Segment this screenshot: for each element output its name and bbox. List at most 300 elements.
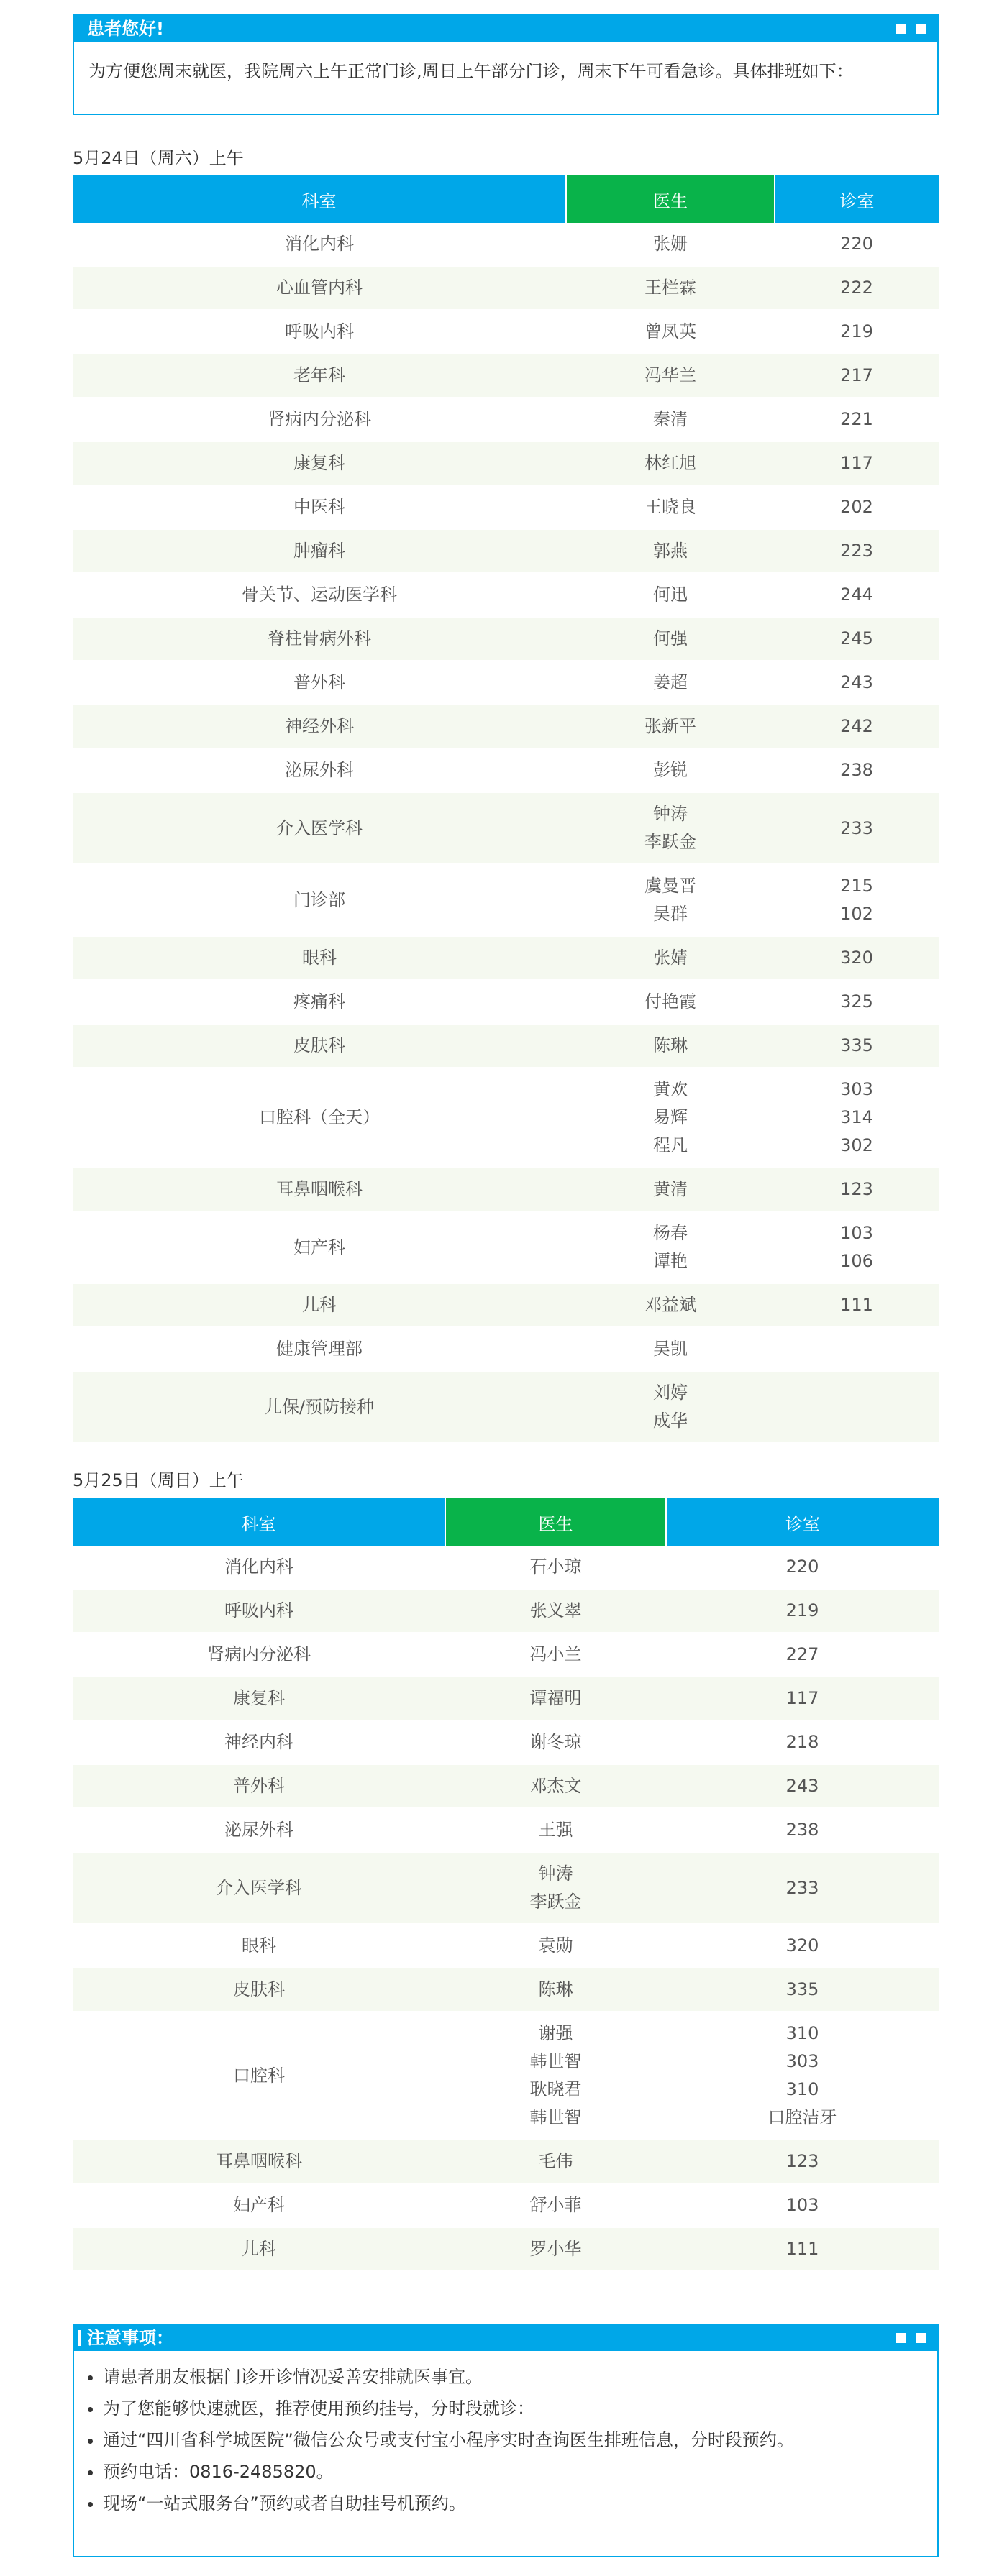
doctor-cell xyxy=(566,1024,775,1068)
table-row xyxy=(73,748,939,792)
dept-name: 口腔科（全天） xyxy=(259,1107,380,1127)
doctor-name: 谭艳 xyxy=(653,1251,688,1271)
doctor-name: 黄欢 xyxy=(653,1079,688,1099)
dept-cell xyxy=(73,1327,566,1371)
greeting-header xyxy=(74,16,937,42)
room-number: 310 xyxy=(785,2079,819,2099)
table-row xyxy=(73,1589,939,1633)
doctor-cell xyxy=(566,864,775,936)
doctor-name: 韩世智 xyxy=(529,2107,582,2127)
dept-name: 口腔科 xyxy=(233,2065,285,2086)
dept-name: 皮肤科 xyxy=(233,1979,285,1999)
saturday-title: 5月24日（周六）上午 xyxy=(73,148,244,168)
dept-name: 儿科 xyxy=(242,2239,276,2259)
dept-cell xyxy=(73,1371,566,1443)
room-number: 202 xyxy=(840,497,873,517)
dept-cell xyxy=(73,2140,445,2183)
sunday-header-row xyxy=(73,1498,939,1546)
room-number: 123 xyxy=(785,2151,819,2171)
room-cell xyxy=(775,705,939,748)
doctor-name: 罗小华 xyxy=(529,2239,582,2259)
doctor-name: 吴凯 xyxy=(653,1339,688,1359)
header-dept: 科室 xyxy=(73,1498,445,1546)
doctor-name: 程凡 xyxy=(653,1135,688,1155)
dept-cell xyxy=(73,617,566,661)
dept-cell xyxy=(73,936,566,980)
square-icon xyxy=(896,24,906,34)
room-number: 320 xyxy=(840,948,873,968)
doctor-cell xyxy=(566,573,775,617)
room-number: 335 xyxy=(840,1035,873,1055)
dept-cell xyxy=(73,1633,445,1677)
doctor-name: 何迅 xyxy=(653,585,688,605)
doctor-cell xyxy=(566,398,775,441)
room-number: 335 xyxy=(785,1979,819,1999)
table-row xyxy=(73,980,939,1024)
table-row xyxy=(73,485,939,529)
room-number: 302 xyxy=(840,1135,873,1155)
room-number: 215 xyxy=(840,876,873,896)
room-number: 223 xyxy=(840,541,873,561)
room-cell xyxy=(775,617,939,661)
doctor-name: 成华 xyxy=(653,1411,688,1431)
room-cell xyxy=(775,485,939,529)
greeting-text: 为方便您周末就医，我院周六上午正常门诊,周日上午部分门诊，周末下午可看急诊。具体排班如下： xyxy=(88,61,854,81)
room-cell xyxy=(775,1024,939,1068)
dept-cell xyxy=(73,661,566,705)
doctor-name: 冯小兰 xyxy=(529,1644,582,1664)
dept-name: 呼吸内科 xyxy=(224,1600,293,1621)
room-number: 221 xyxy=(840,409,873,429)
doctor-cell xyxy=(445,1720,666,1764)
doctor-name: 谭福明 xyxy=(529,1688,582,1708)
doctor-cell xyxy=(445,1764,666,1808)
room-cell xyxy=(775,1371,939,1443)
room-cell xyxy=(666,1924,939,1968)
room-number: 106 xyxy=(840,1251,873,1271)
room-number: 303 xyxy=(785,2051,819,2071)
notes-item: • 预约电话：0816-2485820。 xyxy=(103,2456,937,2488)
sunday-title: 5月25日（周日）上午 xyxy=(73,1470,244,1490)
doctor-name: 谢强 xyxy=(538,2023,573,2043)
dept-name: 儿保/预防接种 xyxy=(264,1396,375,1417)
table-row xyxy=(73,2012,939,2140)
accent-bar xyxy=(78,2330,81,2346)
dept-cell xyxy=(73,1852,445,1924)
dept-name: 疼痛科 xyxy=(293,991,345,1012)
dept-name: 介入医学科 xyxy=(216,1877,302,1898)
room-number: 242 xyxy=(840,716,873,736)
doctor-cell xyxy=(445,1808,666,1852)
doctor-name: 张婧 xyxy=(653,948,688,968)
table-row xyxy=(73,354,939,398)
room-cell xyxy=(775,529,939,573)
dept-cell xyxy=(73,529,566,573)
room-number: 233 xyxy=(785,1877,819,1898)
table-row xyxy=(73,1168,939,1211)
doctor-name: 秦清 xyxy=(653,409,688,429)
dept-name: 健康管理部 xyxy=(276,1339,363,1359)
doctor-name: 付艳霞 xyxy=(644,991,696,1012)
doctor-name: 姜超 xyxy=(653,672,688,692)
dept-cell xyxy=(73,864,566,936)
room-cell xyxy=(775,748,939,792)
dept-name: 眼科 xyxy=(302,948,337,968)
dept-name: 儿科 xyxy=(302,1295,337,1315)
room-number: 口腔洁牙 xyxy=(767,2107,837,2127)
dept-name: 老年科 xyxy=(293,365,345,385)
doctor-name: 曾凤英 xyxy=(644,321,696,342)
notes-box xyxy=(73,2324,939,2557)
dept-cell xyxy=(73,1677,445,1720)
room-cell xyxy=(666,1808,939,1852)
room-number: 243 xyxy=(840,672,873,692)
doctor-cell xyxy=(566,1283,775,1327)
dept-cell xyxy=(73,1283,566,1327)
table-row xyxy=(73,1546,939,1589)
room-cell xyxy=(775,1068,939,1168)
dept-name: 骨关节、运动医学科 xyxy=(242,585,397,605)
doctor-name: 邓杰文 xyxy=(529,1776,582,1796)
room-number: 222 xyxy=(840,278,873,298)
dept-name: 肾病内分泌科 xyxy=(268,409,371,429)
sunday-table-body xyxy=(73,1546,939,2271)
header-doctor: 医生 xyxy=(445,1498,666,1546)
doctor-cell xyxy=(445,1924,666,1968)
dept-name: 妇产科 xyxy=(293,1237,345,1257)
dept-cell xyxy=(73,1024,566,1068)
room-number: 245 xyxy=(840,628,873,648)
doctor-cell xyxy=(445,2140,666,2183)
room-number: 103 xyxy=(785,2195,819,2215)
room-number: 117 xyxy=(785,1688,819,1708)
doctor-cell xyxy=(566,354,775,398)
doctor-cell xyxy=(566,441,775,485)
doctor-name: 彭锐 xyxy=(653,760,688,780)
dept-cell xyxy=(73,223,566,266)
table-row xyxy=(73,1764,939,1808)
dept-cell xyxy=(73,485,566,529)
sunday-table-wrap xyxy=(73,1498,939,2272)
doctor-cell xyxy=(566,792,775,864)
room-number: 217 xyxy=(840,365,873,385)
room-number: 219 xyxy=(840,321,873,342)
dept-name: 泌尿外科 xyxy=(224,1820,293,1840)
table-row xyxy=(73,310,939,354)
doctor-name: 张姗 xyxy=(653,234,688,254)
dept-cell xyxy=(73,1808,445,1852)
doctor-name: 刘婷 xyxy=(653,1383,688,1403)
dept-cell xyxy=(73,1764,445,1808)
room-cell xyxy=(666,1589,939,1633)
doctor-name: 张义翠 xyxy=(529,1600,582,1621)
doctor-cell xyxy=(566,1327,775,1371)
dept-name: 耳鼻咽喉科 xyxy=(276,1179,363,1199)
doctor-cell xyxy=(566,266,775,310)
room-cell xyxy=(775,573,939,617)
table-row xyxy=(73,529,939,573)
dept-name: 康复科 xyxy=(293,453,345,473)
doctor-name: 李跃金 xyxy=(529,1892,582,1912)
room-cell xyxy=(666,1764,939,1808)
table-row xyxy=(73,705,939,748)
room-cell xyxy=(775,223,939,266)
dept-cell xyxy=(73,792,566,864)
room-cell xyxy=(666,1546,939,1589)
room-number: 111 xyxy=(840,1295,873,1315)
dept-cell xyxy=(73,980,566,1024)
dept-cell xyxy=(73,266,566,310)
dept-name: 普外科 xyxy=(233,1776,285,1796)
doctor-name: 王强 xyxy=(538,1820,573,1840)
dept-name: 心血管内科 xyxy=(276,278,363,298)
table-row xyxy=(73,2227,939,2271)
room-number: 220 xyxy=(840,234,873,254)
doctor-name: 谢冬琼 xyxy=(529,1732,582,1752)
room-cell xyxy=(775,936,939,980)
doctor-cell xyxy=(566,661,775,705)
doctor-cell xyxy=(445,2012,666,2140)
dept-name: 呼吸内科 xyxy=(285,321,354,342)
dept-name: 康复科 xyxy=(233,1688,285,1708)
dept-cell xyxy=(73,1720,445,1764)
room-number: 218 xyxy=(785,1732,819,1752)
room-number: 117 xyxy=(840,453,873,473)
doctor-cell xyxy=(566,223,775,266)
doctor-cell xyxy=(566,936,775,980)
doctor-name: 陈琳 xyxy=(538,1979,573,1999)
doctor-name: 毛伟 xyxy=(538,2151,573,2171)
dept-cell xyxy=(73,1068,566,1168)
sunday-table xyxy=(73,1498,939,2272)
dept-cell xyxy=(73,1211,566,1283)
header-room: 诊室 xyxy=(666,1498,939,1546)
room-cell xyxy=(666,1677,939,1720)
table-row xyxy=(73,864,939,936)
doctor-cell xyxy=(566,485,775,529)
room-cell xyxy=(775,1168,939,1211)
table-row xyxy=(73,792,939,864)
dept-name: 普外科 xyxy=(293,672,345,692)
doctor-cell xyxy=(566,1168,775,1211)
dept-name: 门诊部 xyxy=(293,889,345,910)
doctor-name: 舒小菲 xyxy=(529,2195,582,2215)
room-cell xyxy=(666,2012,939,2140)
doctor-cell xyxy=(445,2227,666,2271)
table-row xyxy=(73,936,939,980)
doctor-name: 陈琳 xyxy=(653,1035,688,1055)
room-number: 244 xyxy=(840,585,873,605)
doctor-name: 王晓良 xyxy=(644,497,696,517)
table-row xyxy=(73,573,939,617)
doctor-cell xyxy=(566,1211,775,1283)
room-cell xyxy=(775,310,939,354)
table-row xyxy=(73,661,939,705)
doctor-cell xyxy=(445,1968,666,2012)
dept-name: 神经外科 xyxy=(285,716,354,736)
notes-list xyxy=(74,2361,937,2519)
notes-title: 注意事项： xyxy=(87,2328,173,2348)
doctor-name: 李跃金 xyxy=(644,832,696,852)
room-cell xyxy=(775,398,939,441)
dept-cell xyxy=(73,354,566,398)
notes-header xyxy=(74,2325,937,2351)
greeting-box xyxy=(73,14,939,115)
room-number: 320 xyxy=(785,1935,819,1956)
doctor-cell xyxy=(566,529,775,573)
header-room: 诊室 xyxy=(775,175,939,223)
saturday-table-wrap xyxy=(73,175,939,1444)
table-row xyxy=(73,1852,939,1924)
dept-name: 消化内科 xyxy=(224,1557,293,1577)
room-number: 220 xyxy=(785,1557,819,1577)
doctor-cell xyxy=(566,310,775,354)
doctor-name: 林红旭 xyxy=(644,453,696,473)
room-cell xyxy=(666,1968,939,2012)
table-row xyxy=(73,1371,939,1443)
table-row xyxy=(73,1968,939,2012)
room-number: 233 xyxy=(840,817,873,838)
doctor-name: 钟涛 xyxy=(538,1864,573,1884)
table-row xyxy=(73,1211,939,1283)
doctor-name: 石小琼 xyxy=(529,1557,582,1577)
table-row xyxy=(73,1720,939,1764)
doctor-cell xyxy=(445,1677,666,1720)
room-cell xyxy=(775,1283,939,1327)
dept-name: 眼科 xyxy=(242,1935,276,1956)
doctor-name: 张新平 xyxy=(644,716,696,736)
dept-name: 泌尿外科 xyxy=(285,760,354,780)
dept-cell xyxy=(73,2183,445,2227)
doctor-cell xyxy=(566,980,775,1024)
dept-cell xyxy=(73,1968,445,2012)
dept-name: 肾病内分泌科 xyxy=(207,1644,311,1664)
room-number: 103 xyxy=(840,1223,873,1243)
header-doctor: 医生 xyxy=(566,175,775,223)
room-cell xyxy=(775,1211,939,1283)
dept-cell xyxy=(73,1589,445,1633)
table-row xyxy=(73,223,939,266)
table-row xyxy=(73,2183,939,2227)
room-cell xyxy=(666,2183,939,2227)
dept-name: 皮肤科 xyxy=(293,1035,345,1055)
saturday-table xyxy=(73,175,939,1444)
doctor-cell xyxy=(566,1371,775,1443)
doctor-name: 吴群 xyxy=(653,904,688,924)
room-number: 227 xyxy=(785,1644,819,1664)
room-cell xyxy=(666,1852,939,1924)
table-row xyxy=(73,617,939,661)
square-icon xyxy=(916,24,926,34)
doctor-name: 郭燕 xyxy=(653,541,688,561)
dept-name: 中医科 xyxy=(293,497,345,517)
room-number: 238 xyxy=(785,1820,819,1840)
dept-cell xyxy=(73,1546,445,1589)
room-cell xyxy=(666,1633,939,1677)
room-cell xyxy=(666,2227,939,2271)
room-number: 123 xyxy=(840,1179,873,1199)
table-row xyxy=(73,1677,939,1720)
dept-cell xyxy=(73,2227,445,2271)
doctor-cell xyxy=(445,1546,666,1589)
dept-name: 神经内科 xyxy=(224,1732,293,1752)
doctor-name: 王栏霖 xyxy=(644,278,696,298)
doctor-cell xyxy=(566,617,775,661)
saturday-header-row xyxy=(73,175,939,223)
table-row xyxy=(73,441,939,485)
doctor-cell xyxy=(445,1852,666,1924)
room-cell xyxy=(666,1720,939,1764)
doctor-name: 邓益斌 xyxy=(644,1295,696,1315)
dept-name: 肿瘤科 xyxy=(293,541,345,561)
dept-cell xyxy=(73,705,566,748)
dept-cell xyxy=(73,398,566,441)
room-cell xyxy=(775,441,939,485)
room-number: 102 xyxy=(840,904,873,924)
dept-cell xyxy=(73,441,566,485)
notes-item: • 通过“四川省科学城医院”微信公众号或支付宝小程序实时查询医生排班信息，分时段预约。 xyxy=(103,2424,937,2456)
dept-cell xyxy=(73,748,566,792)
room-cell xyxy=(775,354,939,398)
room-number: 310 xyxy=(785,2023,819,2043)
room-number: 111 xyxy=(785,2239,819,2259)
doctor-name: 袁勋 xyxy=(538,1935,573,1956)
table-row xyxy=(73,1327,939,1371)
doctor-name: 黄清 xyxy=(653,1179,688,1199)
notes-item: • 现场“一站式服务台”预约或者自助挂号机预约。 xyxy=(103,2488,937,2519)
dept-cell xyxy=(73,2012,445,2140)
dept-name: 介入医学科 xyxy=(276,817,363,838)
room-cell xyxy=(775,1327,939,1371)
doctor-cell xyxy=(445,1633,666,1677)
doctor-name: 钟涛 xyxy=(653,804,688,824)
greeting-title: 患者您好! xyxy=(87,19,164,39)
table-row xyxy=(73,398,939,441)
dept-name: 妇产科 xyxy=(233,2195,285,2215)
dept-cell xyxy=(73,573,566,617)
room-number: 238 xyxy=(840,760,873,780)
room-cell xyxy=(775,980,939,1024)
dept-cell xyxy=(73,1924,445,1968)
room-number: 303 xyxy=(840,1079,873,1099)
square-icon xyxy=(896,2333,906,2343)
doctor-cell xyxy=(566,1068,775,1168)
saturday-table-body xyxy=(73,223,939,1443)
room-cell xyxy=(775,661,939,705)
table-row xyxy=(73,1808,939,1852)
dept-name: 脊柱骨病外科 xyxy=(268,628,371,648)
doctor-name: 韩世智 xyxy=(529,2051,582,2071)
table-row xyxy=(73,266,939,310)
square-icon xyxy=(916,2333,926,2343)
room-cell xyxy=(775,266,939,310)
doctor-name: 易辉 xyxy=(653,1107,688,1127)
dept-name: 消化内科 xyxy=(285,234,354,254)
notes-item: • 为了您能够快速就医，推荐使用预约挂号，分时段就诊： xyxy=(103,2393,937,2424)
header-dept: 科室 xyxy=(73,175,566,223)
doctor-name: 杨春 xyxy=(653,1223,688,1243)
room-cell xyxy=(775,864,939,936)
room-number: 219 xyxy=(785,1600,819,1621)
doctor-cell xyxy=(445,1589,666,1633)
doctor-name: 虞曼晋 xyxy=(644,876,696,896)
table-row xyxy=(73,1633,939,1677)
table-row xyxy=(73,1024,939,1068)
dept-cell xyxy=(73,1168,566,1211)
doctor-cell xyxy=(566,705,775,748)
room-number: 325 xyxy=(840,991,873,1012)
room-cell xyxy=(666,2140,939,2183)
